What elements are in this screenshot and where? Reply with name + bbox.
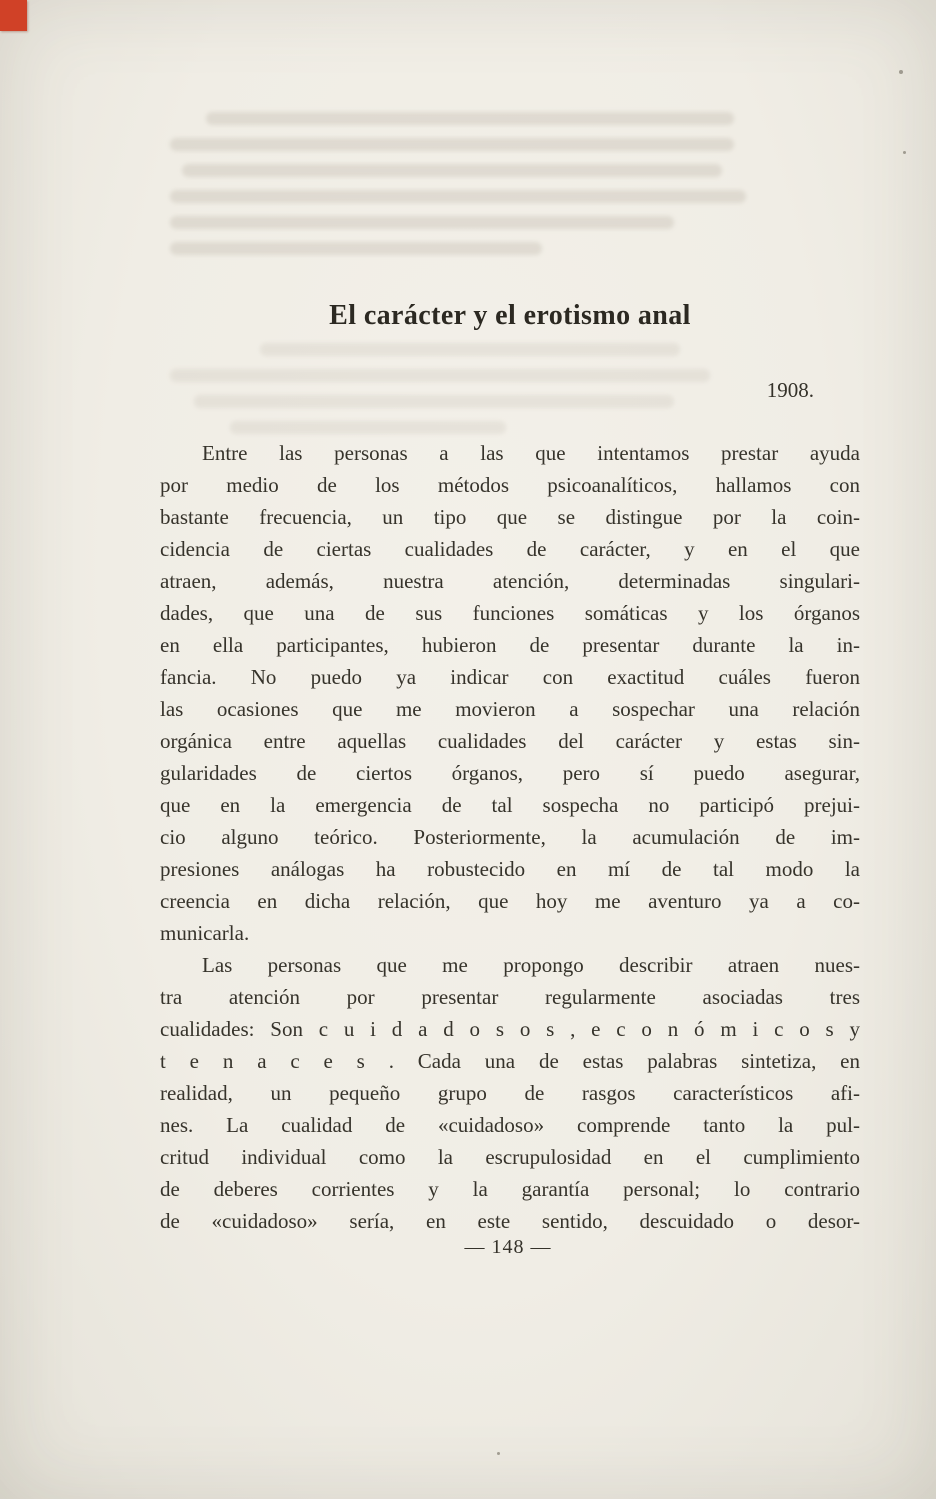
text-line: nes. La cualidad de «cuidadoso» comprende tanto la pul- — [160, 1113, 860, 1137]
paper-speck — [899, 70, 903, 74]
text-line: orgánica entre aquellas cualidades del carácter y estas sin- — [160, 729, 860, 753]
ghost-line — [206, 112, 734, 125]
ghost-line — [170, 216, 674, 229]
text-line: gularidades de ciertos órganos, pero sí puedo asegurar, — [160, 761, 860, 785]
text-line: Las personas que me propongo describir atraen nues- — [202, 953, 860, 977]
text-line: por medio de los métodos psicoanalíticos, hallamos con — [160, 473, 860, 497]
text-line: tra atención por presentar regularmente asociadas tres — [160, 985, 860, 1009]
text-line: realidad, un pequeño grupo de rasgos característicos afi- — [160, 1081, 860, 1105]
page-title: El carácter y el erotismo anal — [329, 300, 691, 331]
text-line: presiones análogas ha robustecido en mí de tal modo la — [160, 857, 860, 881]
text-line: cualidades: Son c u i d a d o s o s , e c o n ó m i c o s y — [160, 1017, 860, 1041]
text-line: creencia en dicha relación, que hoy me aventuro ya a co- — [160, 889, 860, 913]
ghost-line — [170, 138, 734, 151]
chapter-date: 1908. — [766, 378, 814, 402]
ghost-line — [260, 343, 680, 356]
text-line: fancia. No puedo ya indicar con exactitud cuáles fueron — [160, 665, 860, 689]
text-line: atraen, además, nuestra atención, determinadas singulari- — [160, 569, 860, 593]
text-line: critud individual como la escrupulosidad en el cumplimiento — [160, 1145, 860, 1169]
text-line: de deberes corrientes y la garantía personal; lo contrario — [160, 1177, 860, 1201]
body-text — [160, 437, 860, 1237]
page-number: — 148 — — [464, 1236, 552, 1258]
ghost-line — [230, 421, 506, 434]
text-line: cidencia de ciertas cualidades de carácter, y en el que — [160, 537, 860, 561]
paper-speck — [903, 151, 906, 154]
text-line: t e n a c e s . Cada una de estas palabras sintetiza, en — [160, 1049, 860, 1073]
text-line: Entre las personas a las que intentamos prestar ayuda — [202, 441, 860, 465]
text-line: las ocasiones que me movieron a sospechar una relación — [160, 697, 860, 721]
paper-speck — [497, 1452, 500, 1455]
ghost-line — [170, 242, 542, 255]
text-line: bastante frecuencia, un tipo que se distingue por la coin- — [160, 505, 860, 529]
text-line: cio alguno teórico. Posteriormente, la acumulación de im- — [160, 825, 860, 849]
ghost-line — [182, 164, 722, 177]
text-line: dades, que una de sus funciones somáticas y los órganos — [160, 601, 860, 625]
text-line: que en la emergencia de tal sospecha no participó prejui- — [160, 793, 860, 817]
corner-mark — [0, 0, 27, 31]
ghost-line — [170, 190, 746, 203]
text-line: de «cuidadoso» sería, en este sentido, descuidado o desor- — [160, 1209, 860, 1233]
text-line: municarla. — [160, 921, 250, 945]
text-line: en ella participantes, hubieron de presentar durante la in- — [160, 633, 860, 657]
